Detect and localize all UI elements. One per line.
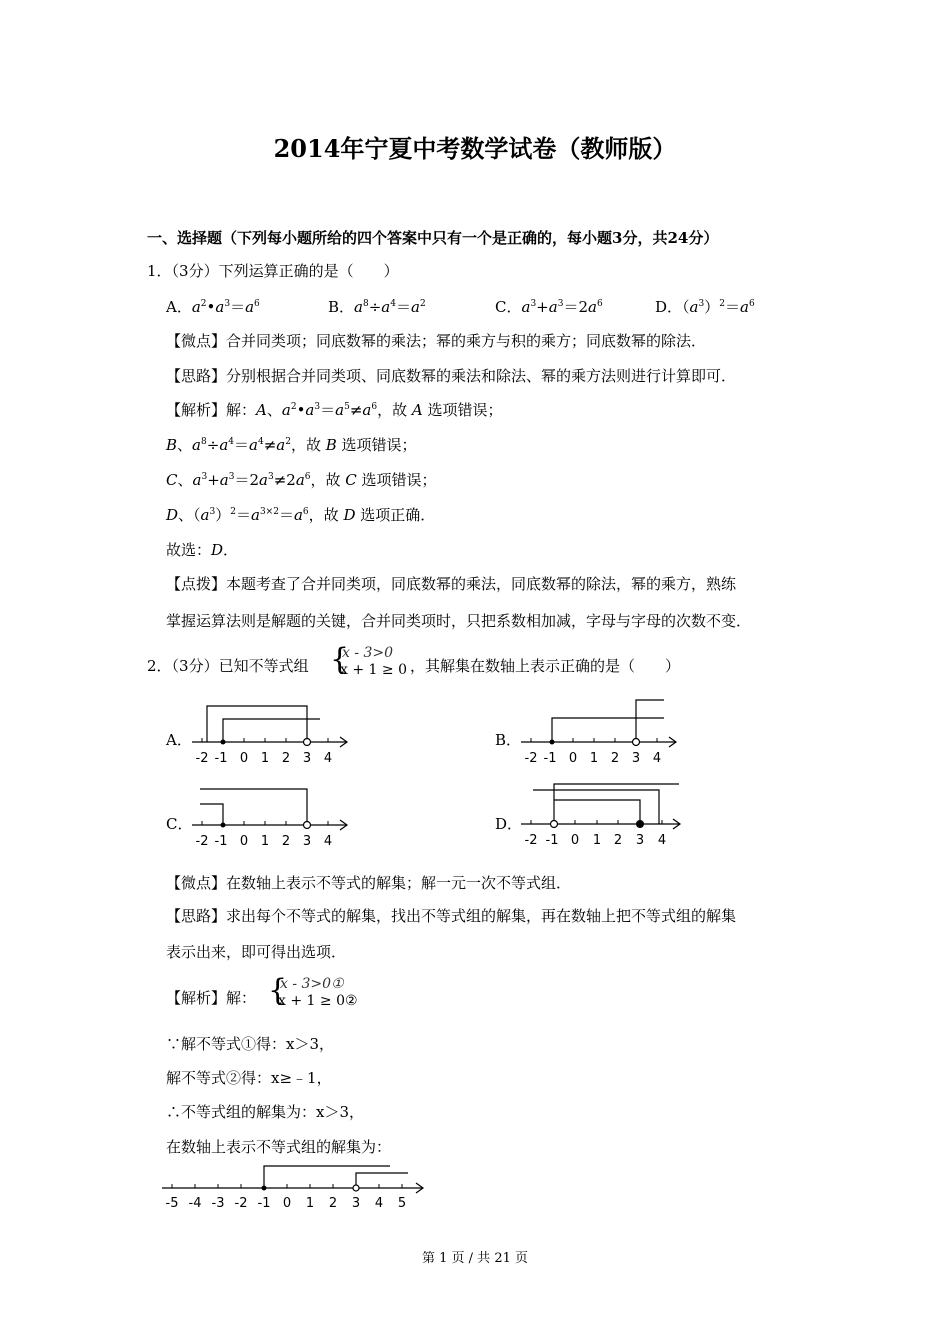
- tick-label: -2: [524, 751, 538, 766]
- tick-label: -5: [165, 1196, 179, 1211]
- tick-label: -2: [195, 834, 209, 849]
- q1-option-a: A．$a^2•a^3=a^6$: [166, 298, 260, 316]
- tick-label: 3: [351, 1196, 361, 1211]
- tick-label: 0: [570, 833, 580, 848]
- q2-option-c-label: C．: [166, 815, 193, 833]
- q1-jiexi-c: C、$a^3+a^3=2a^3\ne 2a^6$，故 C 选项错误；: [166, 471, 437, 489]
- tick-label: 3: [302, 751, 312, 766]
- q2-stem-pre: 2．（3分）已知不等式组: [147, 657, 309, 675]
- q1-option-d: D．$(a^3)^2=a^6$: [655, 298, 755, 316]
- tick-label: -1: [214, 751, 228, 766]
- q2-step4: 在数轴上表示不等式组的解集为：: [166, 1138, 392, 1156]
- q1-jiexi-b: B、$a^8\div a^4=a^4\ne a^2$，故 B 选项错误；: [166, 436, 417, 454]
- brace-icon: {: [268, 973, 288, 1008]
- tick-label: -1: [257, 1196, 271, 1211]
- q2-option-c-numberline: [190, 784, 355, 850]
- tick-label: -4: [188, 1196, 202, 1211]
- q2-silu-line1: 【思路】求出每个不等式的解集，找出不等式组的解集，再在数轴上把不等式组的解集: [166, 907, 737, 925]
- tick-label: 4: [374, 1196, 384, 1211]
- tick-label: -2: [195, 751, 209, 766]
- q2-option-b-label: B．: [495, 731, 522, 749]
- q2-inequality-system: { x - 3>0 x + 1 ≥ 0: [330, 642, 407, 678]
- q1-jiexi-d: D、$(a^3)^2=a^{3\times 2}=a^6$，故 D 选项正确．: [166, 506, 436, 524]
- tick-label: 0: [282, 1196, 292, 1211]
- tick-label: 4: [652, 751, 662, 766]
- q2-weidian: 【微点】在数轴上表示不等式的解集；解一元一次不等式组．: [166, 874, 572, 892]
- q2-inequality-system-numbered: { x - 3>0① x + 1 ≥ 0②: [268, 973, 358, 1009]
- q2-solution-numberline: [160, 1162, 430, 1214]
- tick-label: 0: [239, 834, 249, 849]
- tick-label: 2: [281, 834, 291, 849]
- q1-dianbo-line2: 掌握运算法则是解题的关键，合并同类项时，只把系数相加减，字母与字母的次数不变．: [166, 612, 752, 630]
- q1-silu: 【思路】分别根据合并同类项、同底数幂的乘法和除法、幂的乘方法则进行计算即可．: [166, 367, 737, 385]
- q1-option-c: C．$a^3+a^3=2a^6$: [495, 298, 603, 316]
- tick-label: 4: [657, 833, 667, 848]
- tick-label: 1: [592, 833, 602, 848]
- q2-option-a-label: A．: [166, 731, 192, 749]
- tick-label: 1: [305, 1196, 315, 1211]
- q2-step1: ∵解不等式①得：x＞3，: [166, 1035, 335, 1053]
- tick-label: 3: [302, 834, 312, 849]
- q2-option-a-numberline: [190, 700, 355, 766]
- tick-label: 4: [323, 751, 333, 766]
- q2-option-b-numberline: [519, 693, 684, 766]
- tick-label: -2: [234, 1196, 248, 1211]
- q2-jiexi-prefix: 【解析】解：: [166, 989, 257, 1007]
- q2-silu-line2: 表示出来，即可得出选项．: [166, 943, 347, 961]
- tick-label: 2: [613, 833, 623, 848]
- q1-option-b: B．$a^8\div a^4=a^2$: [328, 298, 426, 316]
- tick-label: 3: [631, 751, 641, 766]
- q1-answer: 故选：D．: [166, 541, 239, 559]
- tick-label: 5: [397, 1196, 407, 1211]
- section-heading: 一、选择题（下列每小题所给的四个答案中只有一个是正确的，每小题3分，共24分）: [147, 229, 719, 247]
- tick-label: 0: [239, 751, 249, 766]
- tick-label: 1: [589, 751, 599, 766]
- q1-jiexi-a: 【解析】解：A、$a^2•a^3=a^5\ne a^6$，故 A 选项错误；: [166, 401, 503, 419]
- q1-stem: 1．（3分）下列运算正确的是（ ）: [147, 262, 399, 280]
- page-footer: 第 1 页 / 共 21 页: [422, 1251, 528, 1266]
- q2-stem-post: ，其解集在数轴上表示正确的是（ ）: [410, 657, 681, 675]
- tick-label: 1: [260, 834, 270, 849]
- page-title: 2014年宁夏中考数学试卷（教师版）: [273, 134, 677, 163]
- tick-label: 2: [328, 1196, 338, 1211]
- tick-label: -1: [214, 834, 228, 849]
- brace-icon: {: [330, 642, 350, 677]
- tick-label: -1: [545, 833, 559, 848]
- tick-label: 1: [260, 751, 270, 766]
- tick-label: 4: [323, 834, 333, 849]
- q2-step3: ∴不等式组的解集为：x＞3，: [166, 1103, 365, 1121]
- tick-label: 2: [610, 751, 620, 766]
- tick-label: 2: [281, 751, 291, 766]
- tick-label: 0: [568, 751, 578, 766]
- q1-weidian: 【微点】合并同类项；同底数幂的乘法；幂的乘方与积的乘方；同底数幂的除法．: [166, 332, 707, 350]
- q2-option-d-label: D．: [495, 815, 523, 833]
- tick-label: 3: [635, 833, 645, 848]
- q2-step2: 解不等式②得：x≥﹣1，: [166, 1069, 332, 1087]
- q2-option-d-numberline: [519, 780, 684, 850]
- tick-label: -2: [524, 833, 538, 848]
- q1-dianbo-line1: 【点拨】本题考查了合并同类项，同底数幂的乘法，同底数幂的除法，幂的乘方，熟练: [166, 575, 737, 593]
- tick-label: -1: [543, 751, 557, 766]
- tick-label: -3: [211, 1196, 225, 1211]
